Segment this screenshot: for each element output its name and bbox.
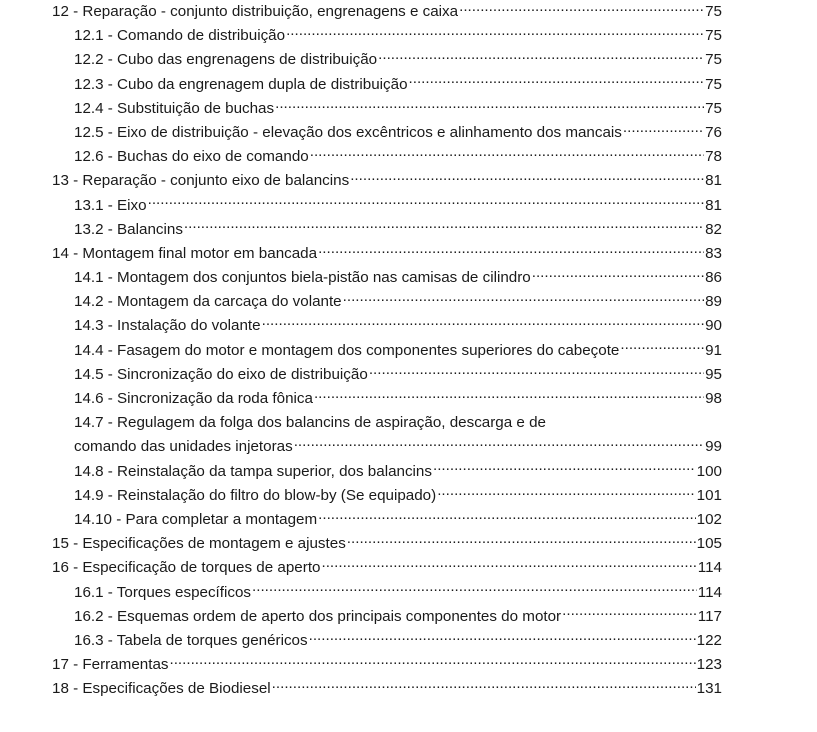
toc-page-number: 86 [705,269,722,287]
toc-entry[interactable] [52,290,722,314]
toc-page-number: 90 [705,317,722,335]
toc-page-number: 81 [705,172,722,190]
toc-entry-label: 16 - Especificação de torques de aperto [52,559,321,577]
toc-entry[interactable] [52,0,722,24]
toc-entry-label: 14.4 - Fasagem do motor e montagem dos componentes superiores do cabeçote [74,341,620,359]
toc-page-number: 102 [696,510,722,528]
toc-entry[interactable] [52,266,722,290]
toc-entry[interactable] [52,121,722,145]
dot-leader [532,268,704,282]
dot-leader [252,583,697,597]
toc-entry-label: 14.3 - Instalação do volante [74,317,261,335]
toc-entry[interactable] [52,605,722,629]
toc-entry-label: 14.9 - Reinstalação do filtro do blow-by (Se equipado) [74,486,437,504]
toc-entry[interactable] [52,218,722,242]
dot-leader [318,244,704,258]
dot-leader [262,316,704,330]
dot-leader [347,534,696,548]
toc-entry-label: 12.3 - Cubo da engrenagem dupla de distribuição [74,75,408,93]
dot-leader [437,486,695,500]
dot-leader [286,26,704,40]
toc-entry[interactable] [52,242,722,266]
toc-entry-label: 15 - Especificações de montagem e ajustes [52,535,346,553]
toc-page-number: 131 [696,680,722,698]
toc-entry-label: 14 - Montagem final motor em bancada [52,244,318,262]
toc-entry[interactable] [52,581,722,605]
toc-entry-label: 14.1 - Montagem dos conjuntos biela-pistão nas camisas de cilindro [74,269,531,287]
toc-entry[interactable] [52,194,722,218]
toc-entry-label: 12.6 - Buchas do eixo de comando [74,148,309,166]
dot-leader [620,341,704,355]
toc-page-number: 76 [705,123,722,141]
table-of-contents [52,0,722,701]
toc-entry-label: 12.1 - Comando de distribuição [74,27,286,45]
toc-entry-label: 12.4 - Substituição de buchas [74,99,275,117]
dot-leader [314,389,704,403]
toc-page-number: 117 [697,607,722,625]
toc-entry-continuation[interactable] [52,435,722,459]
dot-leader [459,2,704,16]
toc-page-number: 75 [705,99,722,117]
toc-entry-label: 14.7 - Regulagem da folga dos balancins de aspiração, descarga e de [74,414,546,432]
dot-leader [409,75,705,89]
toc-entry-label: 14.8 - Reinstalação da tampa superior, dos balancins [74,462,432,480]
toc-entry[interactable] [52,73,722,97]
dot-leader [310,147,704,161]
toc-page-number: 98 [705,390,722,407]
toc-entry[interactable] [52,339,722,363]
dot-leader [294,437,704,451]
toc-page-number: 99 [705,438,722,456]
toc-entry[interactable] [52,484,722,508]
toc-entry[interactable] [52,532,722,556]
toc-entry[interactable] [52,387,722,411]
toc-page-number: 75 [705,3,722,20]
toc-page-number: 105 [696,535,722,553]
toc-entry[interactable] [52,97,722,121]
toc-page-number: 83 [705,244,722,262]
toc-entry[interactable] [52,363,722,387]
toc-entry-label: 14.6 - Sincronização da roda fônica [74,390,313,407]
toc-entry-label: 13 - Reparação - conjunto eixo de balancins [52,172,350,190]
toc-entry[interactable] [52,629,722,653]
toc-entry-label: 14.5 - Sincronização do eixo de distribuição [74,365,368,383]
dot-leader [369,365,704,379]
toc-page-number: 122 [696,631,722,649]
toc-entry-label: 17 - Ferramentas [52,656,169,674]
toc-entry[interactable] [52,24,722,48]
toc-page-number: 101 [696,486,722,504]
toc-entry-label: 13.2 - Balancins [74,220,183,238]
dot-leader [378,50,704,64]
toc-page-number: 89 [705,293,722,311]
toc-page-number: 81 [705,196,722,214]
toc-page-number: 95 [705,365,722,383]
toc-page-number: 75 [705,51,722,69]
toc-entry[interactable] [52,169,722,193]
toc-entry-label: 12.5 - Eixo de distribuição - elevação dos excêntricos e alinhamento dos mancais [74,123,622,141]
toc-page-number: 82 [705,220,722,238]
toc-entry-label: 13.1 - Eixo [74,196,147,214]
toc-entry[interactable] [52,556,722,580]
toc-page-number: 91 [705,341,722,359]
dot-leader [350,171,704,185]
toc-page-number: 114 [697,559,722,577]
dot-leader [272,679,696,693]
toc-entry-label: 12.2 - Cubo das engrenagens de distribuição [74,51,378,69]
toc-entry-label-continuation: comando das unidades injetoras [74,438,293,456]
toc-entry-label: 14.2 - Montagem da carcaça do volante [74,293,342,311]
dot-leader [184,220,704,234]
toc-page-number: 75 [705,75,722,93]
toc-entry[interactable] [52,677,722,701]
toc-page-number: 123 [696,656,722,674]
toc-entry[interactable] [52,145,722,169]
toc-entry[interactable] [52,314,722,338]
toc-entry[interactable] [52,411,722,435]
dot-leader [562,607,697,621]
toc-page-number: 78 [705,148,722,166]
toc-page-number: 75 [705,27,722,45]
dot-leader [321,558,696,572]
dot-leader [309,631,696,645]
toc-page-number: 100 [696,462,722,480]
toc-entry[interactable] [52,460,722,484]
toc-entry[interactable] [52,653,722,677]
toc-entry[interactable] [52,48,722,72]
dot-leader [433,462,696,476]
toc-entry[interactable] [52,508,722,532]
dot-leader [343,292,704,306]
toc-entry-label: 14.10 - Para completar a montagem [74,510,318,528]
dot-leader [169,655,695,669]
toc-entry-label: 16.3 - Tabela de torques genéricos [74,631,308,649]
toc-page-number: 114 [697,583,722,601]
toc-entry-label: 18 - Especificações de Biodiesel [52,680,271,698]
toc-entry-label: 16.1 - Torques específicos [74,583,252,601]
dot-leader [275,99,704,113]
dot-leader [148,196,704,210]
dot-leader [623,123,704,137]
dot-leader [318,510,696,524]
toc-entry-label: 12 - Reparação - conjunto distribuição, engrenagens e caixa [52,3,459,20]
toc-entry-label: 16.2 - Esquemas ordem de aperto dos principais componentes do motor [74,607,562,625]
